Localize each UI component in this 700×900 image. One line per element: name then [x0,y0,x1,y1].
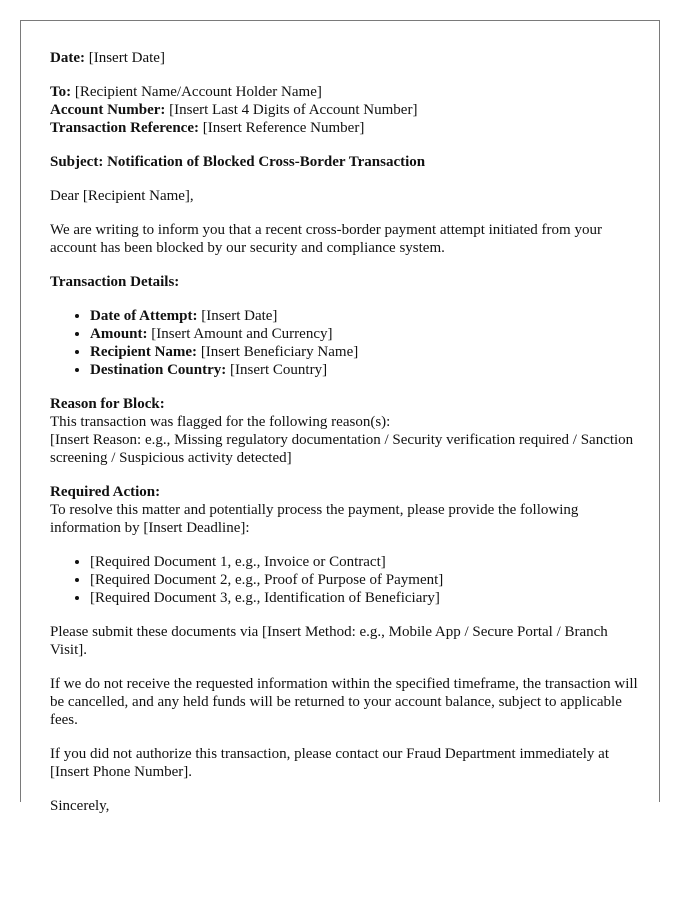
recipient-block [50,83,640,137]
list-item [90,325,640,343]
details-heading [50,273,640,291]
list-item: • [Required Document 2, e.g., Proof of Purpose of Payment] [90,571,640,589]
timeframe-paragraph: If we do not receive the requested information within the specified timeframe, the transaction will be cancelled, and any held funds will be returned to your account balance, subject to applicable fees. [50,676,638,728]
subject-line [50,153,640,171]
date-label: Date: [50,50,85,66]
account-line [50,101,640,119]
reference-label: Transaction Reference: [50,120,199,136]
intro-paragraph: We are writing to inform you that a recent cross-border payment attempt initiated from your account has been blocked by our security and compliance system. [50,222,602,256]
action-heading: Required Action: [50,484,161,500]
documents-list [50,553,640,607]
date-value: [Insert Date] [88,50,165,66]
reference-value: [Insert Reference Number] [202,120,365,136]
reason-text: [Insert Reason: e.g., Missing regulatory documentation / Security verification required / Sanction screening / Suspicious activity detected] [50,432,634,466]
detail-value: [Insert Country] [230,362,328,378]
to-line [50,83,640,101]
detail-label: Recipient Name: [90,344,198,360]
to-label: To: [50,84,72,100]
list-item: • [Required Document 3, e.g., Identification of Beneficiary] [90,589,640,607]
list-item [90,307,640,325]
list-item [90,343,640,361]
detail-value: [Insert Amount and Currency] [151,326,333,342]
letter-page [20,20,660,814]
details-heading-text: Transaction Details: [50,274,180,290]
letter-body [50,49,640,831]
detail-label: Destination Country: [90,362,227,378]
detail-value: [Insert Beneficiary Name] [200,344,359,360]
date-line [50,49,640,67]
submit-paragraph: Please submit these documents via [Insert Method: e.g., Mobile App / Secure Portal / Branch Visit]. [50,624,608,658]
detail-label: Amount: [90,326,148,342]
list-item: • [Required Document 1, e.g., Invoice or Contract] [90,553,640,571]
reason-block [50,395,640,467]
reason-heading: Reason for Block: [50,396,165,412]
fraud-paragraph: If you did not authorize this transaction, please contact our Fraud Department immediately at [Insert Phone Number]. [50,746,609,780]
action-block [50,483,640,537]
reference-line [50,119,640,137]
list-item [90,361,640,379]
subject-text: Subject: Notification of Blocked Cross-Border Transaction [50,154,426,170]
closing: Sincerely, [50,798,110,814]
details-list [50,307,640,379]
account-value: [Insert Last 4 Digits of Account Number] [169,102,418,118]
to-value: [Recipient Name/Account Holder Name] [74,84,322,100]
account-label: Account Number: [50,102,166,118]
detail-value: [Insert Date] [201,308,278,324]
detail-label: Date of Attempt: [90,308,198,324]
salutation: Dear [Recipient Name], [50,188,194,204]
reason-intro: This transaction was flagged for the following reason(s): [50,414,391,430]
action-intro: To resolve this matter and potentially process the payment, please provide the following information by [Insert Deadline]: [50,502,579,536]
